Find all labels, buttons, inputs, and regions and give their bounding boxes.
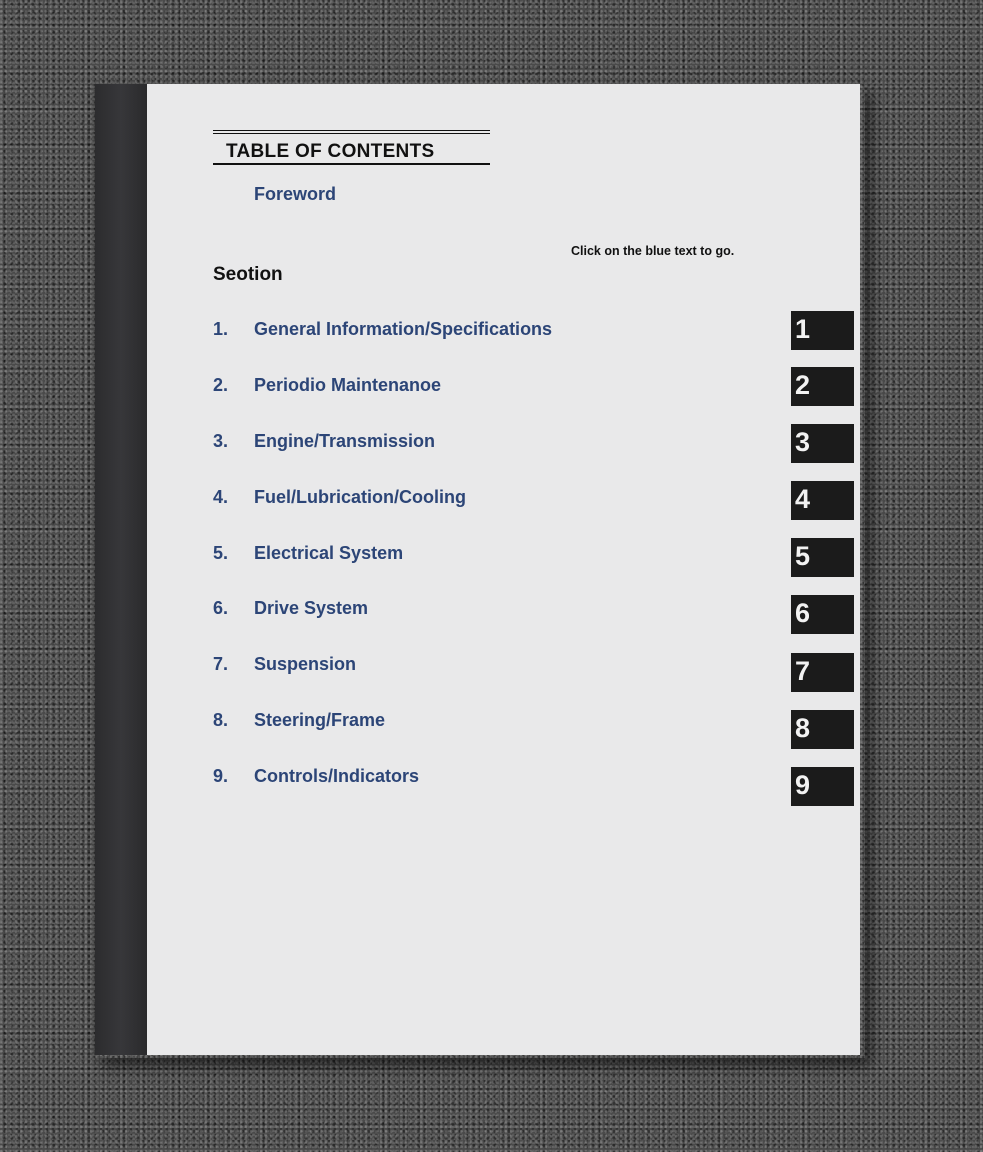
- toc-number: 6.: [213, 598, 229, 618]
- section-tab-5[interactable]: 5: [791, 538, 854, 577]
- toc-link-suspension[interactable]: [213, 654, 673, 680]
- toc-link-controls-indicators[interactable]: [213, 766, 673, 792]
- section-tab-1[interactable]: 1: [791, 311, 854, 350]
- toc-title: TABLE OF CONTENTS: [213, 130, 490, 165]
- toc-label: Fuel/Lubrication/Cooling: [254, 487, 466, 507]
- toc-number: 4.: [213, 487, 229, 507]
- section-tab-6[interactable]: 6: [791, 595, 854, 634]
- toc-link-electrical-system[interactable]: [213, 543, 673, 569]
- toc-number: 7.: [213, 654, 229, 674]
- document-page: [147, 84, 860, 1055]
- toc-label: Engine/Transmission: [254, 431, 436, 451]
- toc-label: Steering/Frame: [254, 710, 386, 730]
- toc-link-drive-system[interactable]: [213, 598, 673, 624]
- toc-link-general-information[interactable]: [213, 319, 673, 345]
- toc-number: 9.: [213, 766, 229, 786]
- section-tab-8[interactable]: 8: [791, 710, 854, 749]
- toc-number: 3.: [213, 431, 229, 451]
- section-heading: Seotion: [213, 264, 283, 285]
- toc-link-fuel-lubrication-cooling[interactable]: [213, 487, 673, 513]
- section-tab-2[interactable]: 2: [791, 367, 854, 406]
- section-tab-4[interactable]: 4: [791, 481, 854, 520]
- page-binding: [95, 84, 147, 1055]
- toc-label: Periodio Maintenanoe: [254, 375, 442, 395]
- toc-label: Drive System: [254, 598, 369, 618]
- section-tab-3[interactable]: 3: [791, 424, 854, 463]
- toc-label: Controls/Indicators: [254, 766, 420, 786]
- toc-number: 1.: [213, 319, 229, 339]
- foreword-link[interactable]: Foreword: [254, 184, 337, 204]
- toc-label: Electrical System: [254, 543, 404, 563]
- toc-label: Suspension: [254, 654, 357, 674]
- toc-link-engine-transmission[interactable]: [213, 431, 673, 457]
- toc-number: 8.: [213, 710, 229, 730]
- toc-link-periodic-maintenance[interactable]: [213, 375, 673, 401]
- section-tab-7[interactable]: 7: [791, 653, 854, 692]
- toc-number: 5.: [213, 543, 229, 563]
- instruction-text: Click on the blue text to go.: [571, 244, 735, 258]
- toc-label: General Information/Specifications: [254, 319, 553, 339]
- toc-number: 2.: [213, 375, 229, 395]
- section-tab-9[interactable]: 9: [791, 767, 854, 806]
- toc-link-steering-frame[interactable]: [213, 710, 673, 736]
